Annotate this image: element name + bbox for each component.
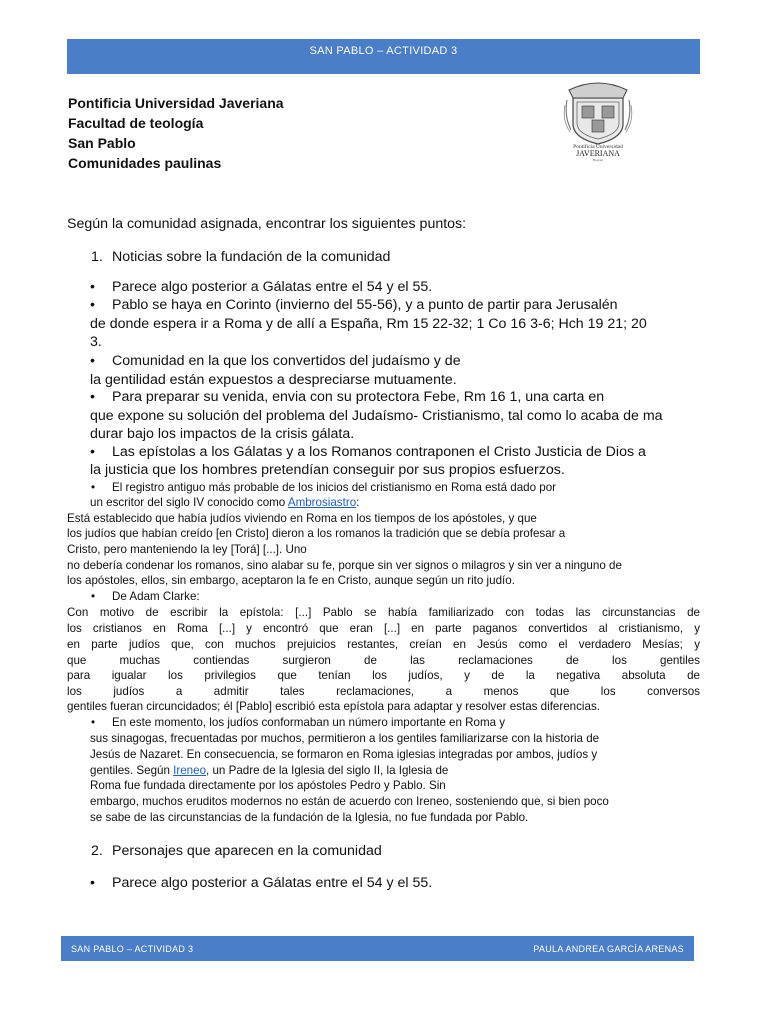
logo-line2: JAVERIANA [576, 149, 620, 158]
s1-source-3-line4: gentiles. Según Ireneo, un Padre de la Iglesia del siglo II, la Iglesia de [90, 764, 449, 777]
quote1-line4: no debería condenar los romanos, sino alabar su fe, porque sin ver signos o milagros y sin ver a ninguno de [67, 559, 622, 572]
logo-line3: Bogotá [592, 158, 604, 162]
bullet-icon: • [90, 875, 95, 891]
quote1-line2: los judíos que habían creído [en Cristo] dieron a los romanos la tradición que se debía profesar a [67, 527, 566, 540]
bullet-icon: • [91, 716, 96, 729]
section1-title: Noticias sobre la fundación de la comunidad [112, 249, 391, 265]
s1-source-3-line1: En este momento, los judíos conformaban un número importante en Roma y [112, 716, 506, 729]
s1-source-3-line5: Roma fue fundada directamente por los apóstoles Pedro y Pablo. Sin [90, 779, 446, 792]
s1-bullet-4-line3: durar bajo los impactos de la crisis gálata. [90, 426, 355, 442]
page-header [67, 39, 700, 74]
s2-bullet-1: Parece algo posterior a Gálatas entre el 54 y el 55. [112, 875, 433, 891]
course-name: San Pablo [68, 135, 136, 151]
bullet-icon: • [90, 297, 95, 313]
s1-source-3-line3: Jesús de Nazaret. En consecuencia, se formaron en Roma iglesias integradas por ambos, judíos y [90, 748, 598, 761]
s1-bullet-3-line1: Comunidad en la que los convertidos del judaísmo y de [112, 353, 461, 369]
university-crest-icon [563, 80, 633, 162]
s1-bullet-2-line2: de donde espera ir a Roma y de allí a España, Rm 15 22-32; 1 Co 16 3-6; Hch 19 21; 20 [90, 316, 647, 332]
ambrosiastro-link[interactable]: Ambrosiastro [287, 496, 357, 509]
logo-line1: Pontificia Universidad [573, 144, 623, 150]
s1-bullet-5-line1: Las epístolas a los Gálatas y a los Romanos contraponen el Cristo Justicia de Dios a [112, 444, 646, 460]
quote2-line2: los cristianos en Roma [...] y encontró que eran [...] en parte paganos convertidos al cristianismo, y [67, 622, 700, 635]
quote2-line6: los judíos a admitir tales reclamaciones, a menos que los conversos [67, 685, 700, 698]
quote1-line3: Cristo, pero manteniendo la ley [Torá] [...]. Uno [67, 543, 307, 556]
s1-source-3-line7: se sabe de las circunstancias de la fundación de la Iglesia, no fue fundada por Pablo. [90, 811, 529, 824]
faculty-name: Facultad de teología [68, 115, 204, 131]
bullet-icon: • [90, 389, 95, 405]
quote2-line1: Con motivo de escribir la epístola: [...] Pablo se había familiarizado con todas las circunstancias de [67, 606, 700, 619]
section2-title: Personajes que aparecen en la comunidad [112, 843, 382, 859]
bullet-icon: • [91, 590, 96, 603]
s1-bullet-4-line1: Para preparar su venida, envia con su protectora Febe, Rm 16 1, una carta en [112, 389, 605, 405]
s1-source-3-line2: sus sinagogas, frecuentadas por muchos, permitieron a los gentiles familiarizarse con la historia de [90, 732, 600, 745]
university-logo [563, 80, 633, 162]
quote1-line1: Está establecido que había judíos viviendo en Roma en los tiempos de los apóstoles, y que [67, 512, 537, 525]
bullet-icon: • [90, 353, 95, 369]
section2-number: 2. [91, 843, 103, 859]
section1-number: 1. [91, 249, 103, 265]
s1-source-1-line2: un escritor del siglo IV conocido como Ambrosiastro: [90, 496, 360, 509]
bullet-icon: • [90, 279, 95, 295]
s1-source-3-line6: embargo, muchos eruditos modernos no están de acuerdo con Ireneo, sosteniendo que, si bien poco [90, 795, 609, 808]
s1-bullet-4-line2: que expone su solución del problema del Judaísmo- Cristianismo, tal como lo acaba de ma [90, 408, 663, 424]
footer-left: SAN PABLO – ACTIVIDAD 3 [71, 943, 194, 954]
s1-bullet-3-line2: la gentilidad están expuestos a despreciarse mutuamente. [90, 372, 457, 388]
quote2-line5: para igualar los privilegios que tenían los judíos, y de la negativa absoluta de [67, 669, 700, 682]
s1-bullet-5-line2: la justicia que los hombres pretendían conseguir por sus propios esfuerzos. [90, 462, 565, 478]
intro-text: Según la comunidad asignada, encontrar los siguientes puntos: [67, 216, 467, 232]
institution-block [68, 93, 284, 173]
quote1-line5: los apóstoles, ellos, sin embargo, aceptaron la fe en Cristo, aunque según un rito judío. [67, 574, 515, 587]
s1-source-2: De Adam Clarke: [112, 590, 200, 603]
bullet-icon: • [91, 481, 96, 494]
quote2-line7: gentiles fueran circuncidados; él [Pablo] escribió esta epístola para adaptar y resolver estas diferencias. [67, 700, 600, 713]
quote2-line4: que muchas contiendas surgieron de las reclamaciones de los gentiles [67, 654, 700, 667]
topic-name: Comunidades paulinas [68, 155, 222, 171]
s1-source-1-line1: El registro antiguo más probable de los inicios del cristianismo en Roma está dado por [112, 481, 557, 494]
bullet-icon: • [90, 444, 95, 460]
footer-right: PAULA ANDREA GARCÍA ARENAS [533, 943, 684, 954]
institution-name: Pontificia Universidad Javeriana [68, 95, 284, 111]
header-title: SAN PABLO – ACTIVIDAD 3 [309, 45, 458, 57]
ireneo-link[interactable]: Ireneo [173, 764, 207, 777]
page-footer [61, 936, 694, 961]
s1-bullet-2-line3: 3. [90, 334, 102, 350]
s1-bullet-1: Parece algo posterior a Gálatas entre el 54 y el 55. [112, 279, 433, 295]
s1-bullet-2-line1: Pablo se haya en Corinto (invierno del 55-56), y a punto de partir para Jerusalén [112, 297, 618, 313]
quote2-line3: en parte judíos que, con muchos prejuicios restantes, creían en Jesús como el verdadero Mesías; y [67, 638, 700, 651]
